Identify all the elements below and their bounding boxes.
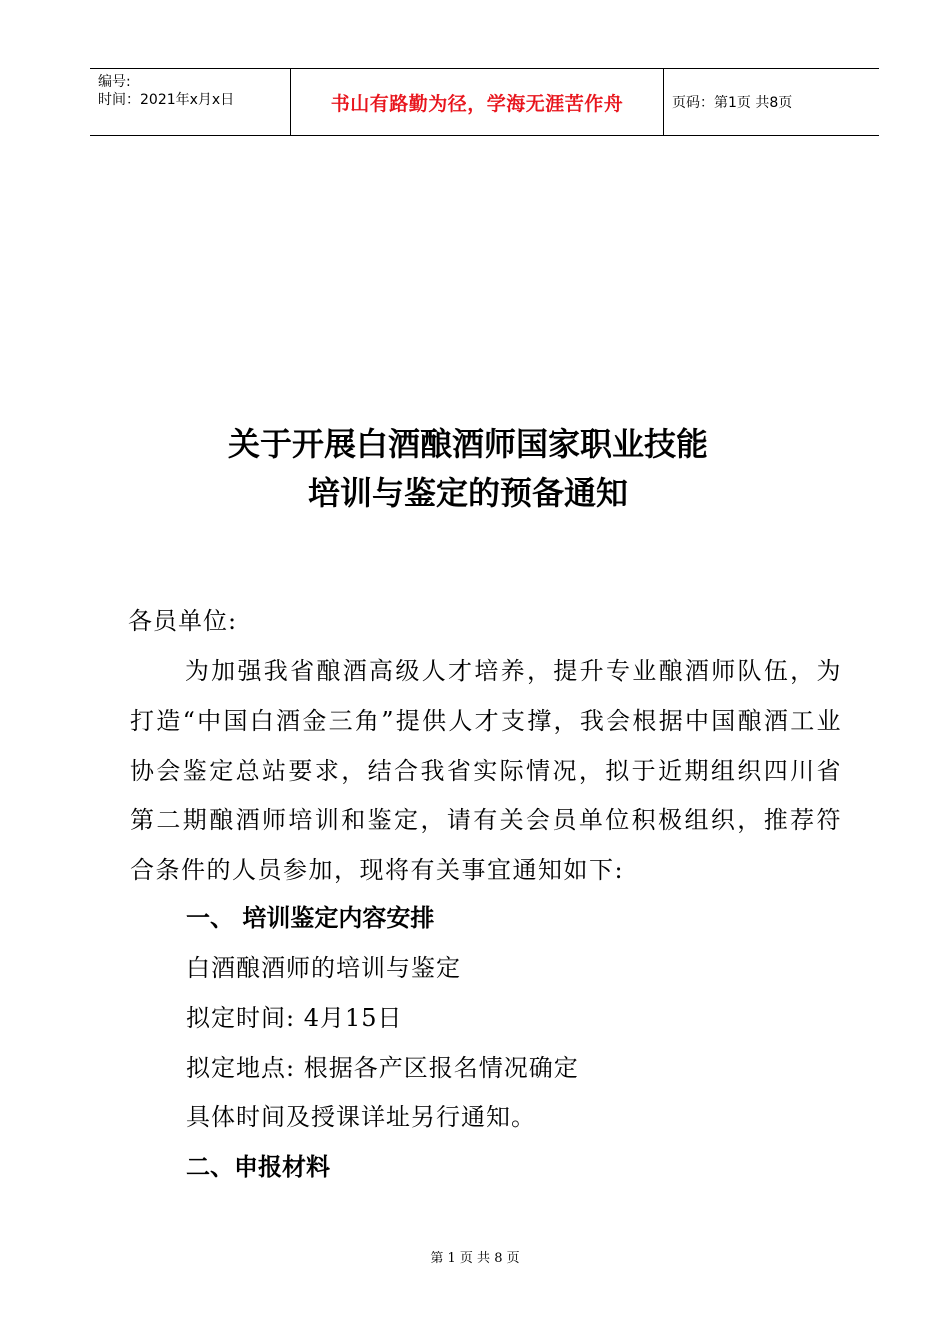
document-title-line-1: 关于开展白酒酿酒师国家职业技能 (227, 425, 708, 463)
salutation: 各员单位: (128, 607, 238, 635)
intro-paragraph (130, 647, 842, 896)
section1-line-time: 拟定时间: 4月15日 (186, 1004, 403, 1032)
header-time-label: 时间：2021年x月x日 (98, 92, 235, 108)
section1-line-content: 白酒酿酒师的培训与鉴定 (186, 954, 461, 982)
section1-heading: 一、 培训鉴定内容安排 (186, 903, 435, 932)
section1-line-notice: 具体时间及授课详址另行通知。 (186, 1103, 536, 1131)
document-title-line-2: 培训与鉴定的预备通知 (307, 474, 628, 512)
header-motto: 书山有路勤为径，学海无涯苦作舟 (291, 69, 664, 135)
section2-heading: 二、申报材料 (186, 1152, 330, 1181)
header-page-label: 页码：第1页 共8页 (672, 95, 793, 111)
intro-text: 为加强我省酿酒高级人才培养，提升专业酿酒师队伍，为打造“中国白酒金三角”提供人才支撑，我会根据中国酿酒工业协会鉴定总站要求，结合我省实际情况，拟于近期组织四川省第二期酿酒师培训和鉴定，请有关会员单位积极组织，推荐符合条件的人员参加，现将有关事宜通知如下: (130, 657, 842, 885)
header-meta (90, 69, 291, 135)
header-number-label: 编号: (98, 74, 131, 90)
page-header (90, 68, 879, 136)
page-footer: 第 1 页 共 8 页 (430, 1251, 520, 1266)
section1-line-location: 拟定地点: 根据各产区报名情况确定 (186, 1054, 579, 1082)
